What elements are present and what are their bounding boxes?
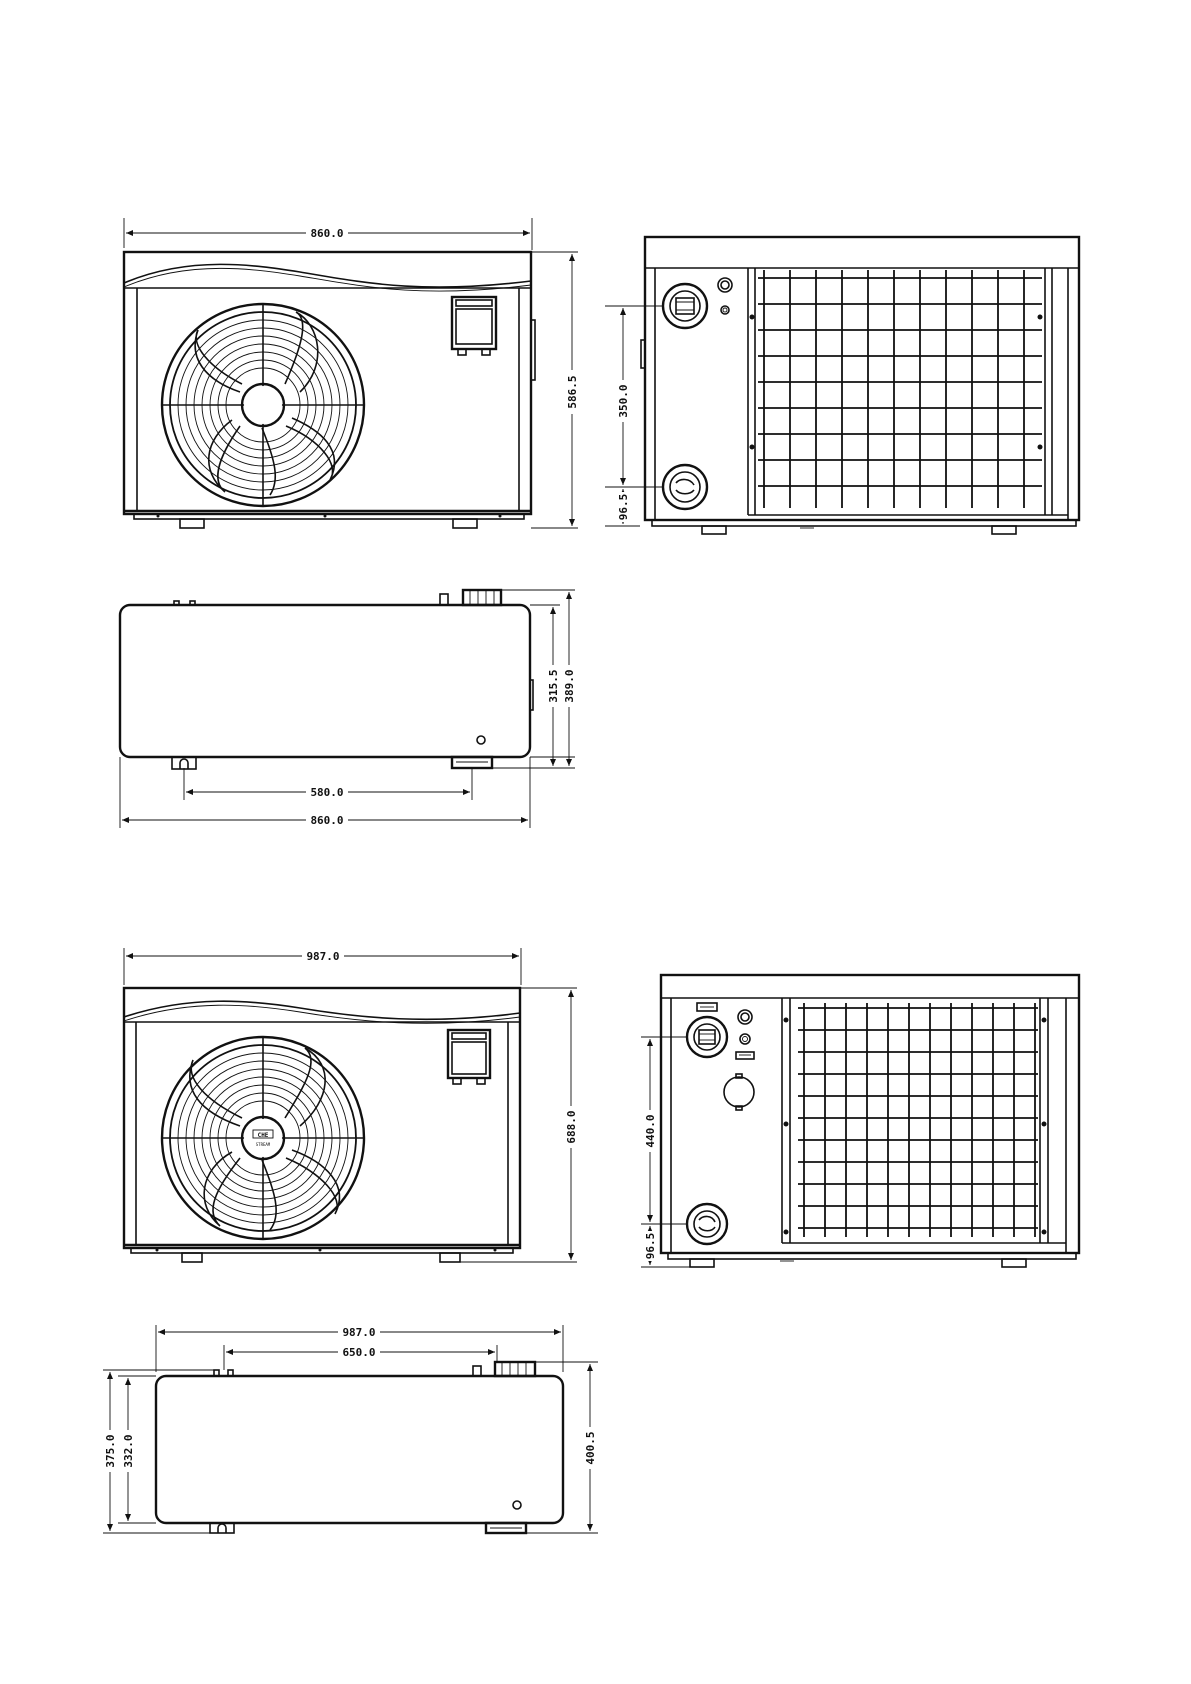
large-top-depth-label: 332.0 <box>122 1434 135 1468</box>
fan-grille-icon <box>162 304 364 506</box>
water-inlet-icon <box>687 1204 727 1244</box>
large-front-view <box>124 948 578 1262</box>
large-side-inlet-height-label: 96.5 <box>644 1232 657 1260</box>
small-top-depth-total-label: 389.0 <box>563 669 576 703</box>
svg-text:CHE: CHE <box>257 1132 269 1139</box>
large-front-height-label: 688.0 <box>565 1110 578 1144</box>
small-top-feet-spacing-label: 580.0 <box>310 786 344 799</box>
water-outlet-icon <box>663 284 707 328</box>
water-inlet-icon <box>663 465 707 509</box>
large-top-width-label: 987.0 <box>342 1326 376 1339</box>
small-side-inlet-height-label: 96.5 <box>617 493 630 521</box>
small-front-height-label: 586.5 <box>566 375 579 409</box>
small-side-inlet-spacing-label: 350.0 <box>617 384 630 418</box>
large-top-depth-outer-label: 400.5 <box>584 1431 597 1465</box>
coil-grid-icon <box>750 270 1043 508</box>
large-top-view <box>103 1325 598 1533</box>
small-front-width-label: 860.0 <box>310 227 344 240</box>
control-panel-icon <box>452 297 496 355</box>
small-top-depth-label: 315.5 <box>547 669 560 703</box>
svg-text:STREAM: STREAM <box>255 1142 271 1147</box>
large-front-width-label: 987.0 <box>306 950 340 963</box>
small-top-width-label: 860.0 <box>310 814 344 827</box>
small-front-view <box>124 218 579 528</box>
large-top-depth-total-label: 375.0 <box>104 1434 117 1468</box>
coil-grid-icon <box>784 1003 1047 1237</box>
large-top-feet-spacing-label: 650.0 <box>342 1346 376 1359</box>
fan-grille-icon <box>162 1037 364 1239</box>
small-top-view <box>120 590 576 828</box>
large-side-view <box>641 975 1079 1267</box>
control-panel-icon <box>448 1030 490 1084</box>
large-side-inlet-spacing-label: 440.0 <box>644 1114 657 1148</box>
small-side-view <box>605 237 1079 534</box>
water-outlet-icon <box>687 1017 727 1057</box>
